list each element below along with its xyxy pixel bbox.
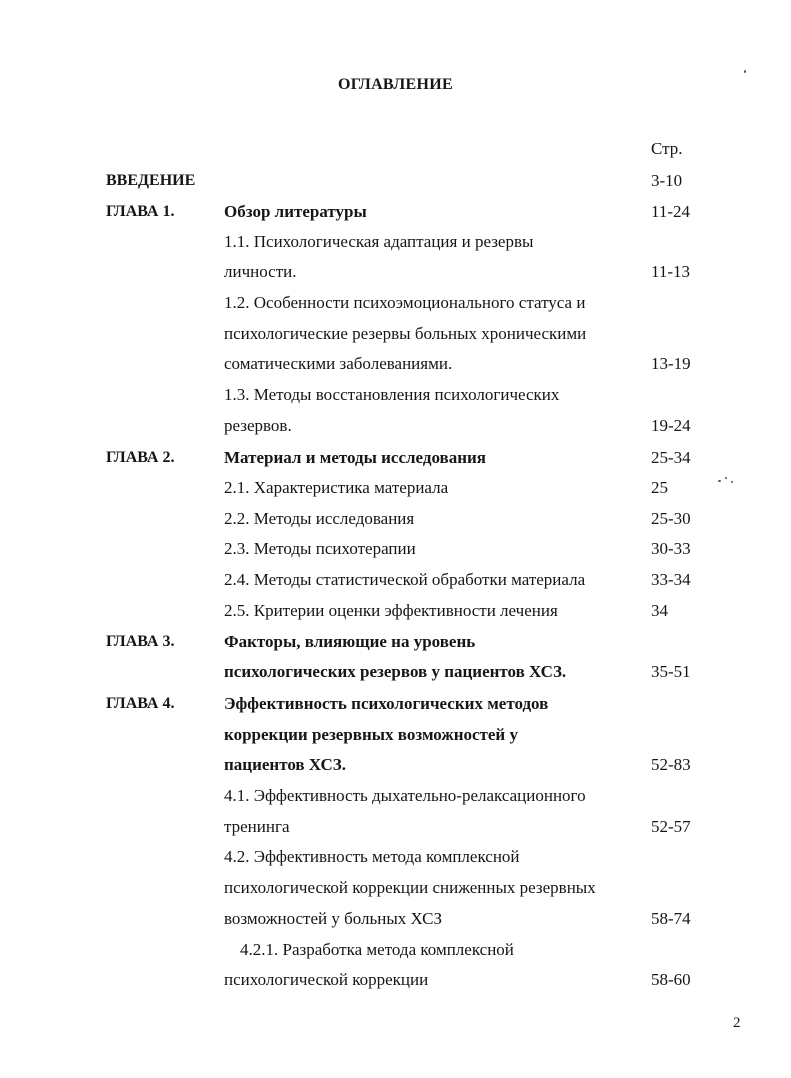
chapter-label: ГЛАВА 1. [106,203,175,220]
toc-line: личности. [224,262,297,281]
toc-line: 2.5. Критерии оценки эффективности лечения [224,601,558,620]
page-range: 25-34 [651,448,691,467]
toc-line: 4.2. Эффективность метода комплексной [224,847,520,866]
page-range: 3-10 [651,171,683,190]
chapter-title: психологических резервов у пациентов ХСЗ. [224,662,567,681]
scan-speck [731,481,733,483]
toc-line: возможностей у больных ХСЗ [224,909,443,928]
page-range: 25 [651,478,668,497]
chapter-title: коррекции резервных возможностей у [224,725,518,744]
page-range: 13-19 [651,354,691,373]
page-range: 11-24 [651,202,691,221]
scan-speck [725,477,727,479]
toc-line: 1.2. Особенности психоэмоционального статуса и [224,293,586,312]
page-range: 35-51 [651,662,691,681]
page-range: 33-34 [651,570,691,589]
toc-line: психологической коррекции [224,970,429,989]
toc-line: 2.2. Методы исследования [224,509,415,528]
page-range: 30-33 [651,539,691,558]
toc-line: психологические резервы больных хроническими [224,324,587,343]
toc-line: резервов. [224,416,292,435]
page-range: 52-83 [651,755,691,774]
page-range: 34 [651,601,668,620]
page-range: 11-13 [651,262,691,281]
chapter-label: ГЛАВА 2. [106,449,175,466]
chapter-title: Материал и методы исследования [224,448,487,467]
scan-speck [718,480,721,482]
page-number: 2 [733,1015,741,1031]
page-title: ОГЛАВЛЕНИЕ [338,76,453,93]
toc-line: тренинга [224,817,290,836]
page-range: 52-57 [651,817,691,836]
chapter-title: Эффективность психологических методов [224,694,549,713]
section-label: ВВЕДЕНИЕ [106,172,196,189]
toc-line: 1.3. Методы восстановления психологических [224,385,560,404]
page-column-header: Стр. [651,139,683,158]
toc-line: соматическими заболеваниями. [224,354,453,373]
toc-line: 4.1. Эффективность дыхательно-релаксационного [224,786,586,805]
chapter-title: Обзор литературы [224,202,367,221]
page-range: 58-74 [651,909,691,928]
chapter-label: ГЛАВА 3. [106,633,175,650]
chapter-title: Факторы, влияющие на уровень [224,632,476,651]
toc-line: 2.4. Методы статистической обработки материала [224,570,586,589]
toc-line: 1.1. Психологическая адаптация и резервы [224,232,534,251]
toc-line: 4.2.1. Разработка метода комплексной [240,940,514,959]
chapter-label: ГЛАВА 4. [106,695,175,712]
page-range: 25-30 [651,509,691,528]
toc-line: психологической коррекции сниженных резервных [224,878,596,897]
chapter-title: пациентов ХСЗ. [224,755,346,774]
scan-speck [744,70,746,73]
page-range: 19-24 [651,416,691,435]
page-range: 58-60 [651,970,691,989]
toc-line: 2.1. Характеристика материала [224,478,449,497]
toc-line: 2.3. Методы психотерапии [224,539,416,558]
